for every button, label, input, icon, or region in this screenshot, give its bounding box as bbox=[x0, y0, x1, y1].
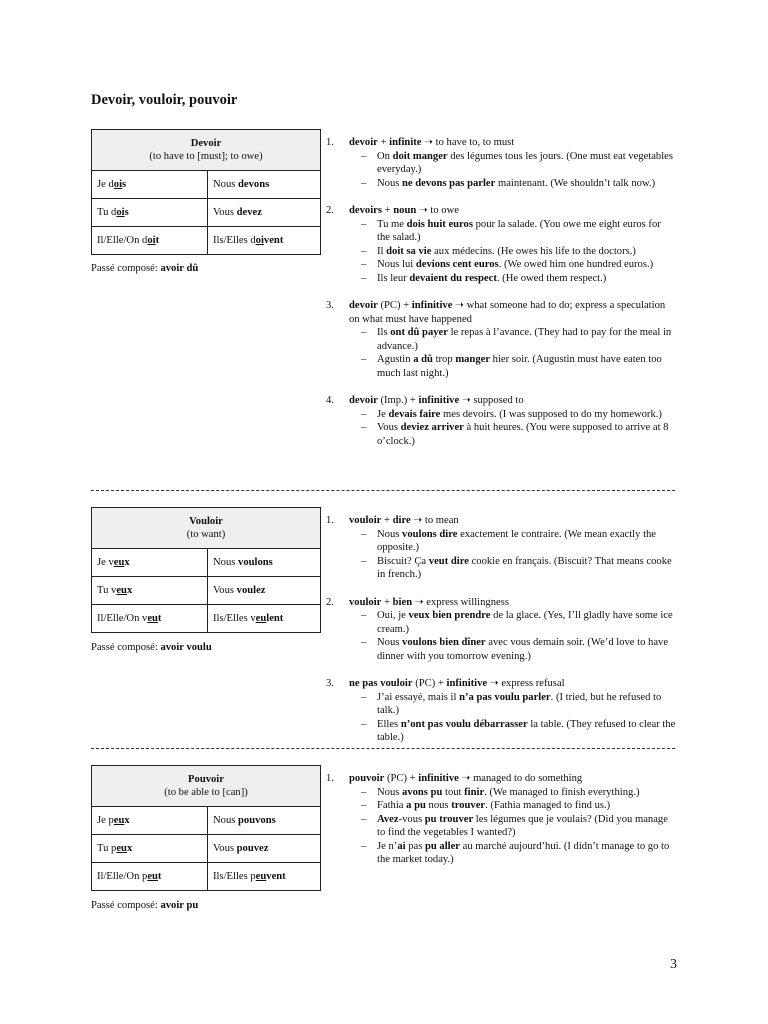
table-row bbox=[92, 605, 321, 633]
usage-notes-pouvoir bbox=[326, 772, 676, 881]
passe-compose-devoir: Passé composé: avoir dû bbox=[91, 263, 199, 274]
conj-cell: Tu peux bbox=[92, 835, 208, 863]
dash-bullet: – bbox=[361, 422, 367, 433]
example-sentence: – Biscuit? Ça veut dire cookie en français. (Biscuit? That means cooke in french.) bbox=[361, 555, 672, 580]
dash-bullet: – bbox=[361, 555, 367, 567]
dash-bullet: – bbox=[361, 786, 367, 798]
conj-cell: Vous devez bbox=[208, 199, 321, 227]
conj-cell: Il/Elle/On veut bbox=[92, 605, 208, 633]
list-item bbox=[326, 204, 676, 285]
table-row bbox=[92, 863, 321, 891]
usage-rule: pouvoir (PC) + infinitive ➝ managed to do something bbox=[349, 773, 583, 784]
conjugation-table-devoir bbox=[91, 129, 321, 255]
table-row bbox=[92, 171, 321, 199]
example-sentence: – Nous voulons bien dîner avec vous demain soir. (We’d love to have dinner with you tomorrow evening.) bbox=[361, 637, 669, 662]
conj-cell: Il/Elle/On peut bbox=[92, 863, 208, 891]
table-header bbox=[92, 130, 321, 171]
verb-name: Pouvoir bbox=[188, 774, 224, 785]
list-number: 3. bbox=[326, 678, 334, 689]
table-header bbox=[92, 766, 321, 807]
dash-bullet: – bbox=[361, 272, 367, 284]
conjugation-table-vouloir bbox=[91, 507, 321, 633]
example-sentence: – Ils leur devaient du respect. (He owed them respect.) bbox=[361, 272, 607, 284]
table-row bbox=[92, 577, 321, 605]
verb-meaning: (to have to [must]; to owe) bbox=[149, 151, 263, 162]
list-number: 3. bbox=[326, 300, 334, 311]
list-item bbox=[326, 772, 676, 867]
dash-bullet: – bbox=[361, 718, 367, 730]
table-row bbox=[92, 199, 321, 227]
dash-bullet: – bbox=[361, 259, 367, 270]
conj-cell: Je dois bbox=[92, 171, 208, 199]
usage-notes-devoir bbox=[326, 136, 676, 462]
example-sentence: – Il doit sa vie aux médecins. (He owes his life to the doctors.) bbox=[361, 245, 636, 257]
example-sentence: – Vous deviez arriver à huit heures. (You were supposed to arrive at 8 o’clock.) bbox=[361, 422, 669, 447]
example-sentence: – Elles n’ont pas voulu débarrasser la table. (They refused to clear the table.) bbox=[361, 718, 676, 743]
dash-bullet: – bbox=[361, 354, 367, 365]
usage-rule: devoir (Imp.) + infinitive ➝ supposed to bbox=[349, 395, 524, 406]
dash-bullet: – bbox=[361, 528, 367, 540]
list-number: 4. bbox=[326, 395, 334, 406]
table-row bbox=[92, 549, 321, 577]
conj-cell: Nous devons bbox=[208, 171, 321, 199]
verb-name: Devoir bbox=[190, 138, 222, 149]
example-sentence: – Nous voulons dire exactement le contraire. (We mean exactly the opposite.) bbox=[361, 528, 657, 553]
dash-bullet: – bbox=[361, 245, 367, 257]
dash-bullet: – bbox=[361, 691, 367, 703]
list-item bbox=[326, 394, 676, 448]
list-item bbox=[326, 677, 676, 745]
dash-bullet: – bbox=[361, 408, 367, 420]
example-sentence: – Je devais faire mes devoirs. (I was supposed to do my homework.) bbox=[361, 408, 662, 420]
conj-cell: Je veux bbox=[92, 549, 208, 577]
example-sentence: – Oui, je veux bien prendre de la glace. (Yes, I’ll gladly have some ice cream.) bbox=[361, 610, 673, 635]
list-item bbox=[326, 136, 676, 190]
dash-bullet: – bbox=[361, 177, 367, 189]
conj-cell: Ils/Elles doivent bbox=[208, 227, 321, 255]
usage-rule: devoir (PC) + infinitive ➝ what someone had to do; express a speculation on what must have happened bbox=[349, 300, 666, 325]
example-sentence: – J’ai essayé, mais il n’a pas voulu parler. (I tried, but he refused to talk.) bbox=[361, 691, 662, 716]
conj-cell: Je peux bbox=[92, 807, 208, 835]
example-sentence: – Ils ont dû payer le repas à l’avance. (They had to pay for the meal in advance.) bbox=[361, 327, 672, 352]
usage-rule: devoirs + noun ➝ to owe bbox=[349, 205, 459, 216]
conj-cell: Vous pouvez bbox=[208, 835, 321, 863]
usage-rule: vouloir + bien ➝ express willingness bbox=[349, 596, 509, 608]
example-sentence: – Je n’ai pas pu aller au marché aujourd’hui. (I didn’t manage to go to the market today.) bbox=[361, 840, 670, 865]
table-header bbox=[92, 508, 321, 549]
conj-cell: Tu veux bbox=[92, 577, 208, 605]
conj-cell: Ils/Elles veulent bbox=[208, 605, 321, 633]
dash-bullet: – bbox=[361, 840, 367, 852]
verb-name: Vouloir bbox=[189, 516, 223, 527]
example-sentence: – Avez-vous pu trouver les légumes que je voulais? (Did you manage to find the vegetables I wanted?) bbox=[361, 813, 668, 838]
list-number: 2. bbox=[326, 205, 334, 216]
table-row bbox=[92, 227, 321, 255]
list-item bbox=[326, 514, 676, 582]
list-number: 1. bbox=[326, 515, 334, 526]
dash-bullet: – bbox=[361, 637, 367, 648]
list-number: 1. bbox=[326, 137, 334, 148]
usage-rule: vouloir + dire ➝ to mean bbox=[349, 515, 459, 526]
dash-bullet: – bbox=[361, 150, 367, 162]
example-sentence: – Tu me dois huit euros pour la salade. (You owe me eight euros for the salad.) bbox=[361, 218, 661, 243]
page-number: 3 bbox=[670, 957, 677, 972]
conj-cell: Tu dois bbox=[92, 199, 208, 227]
list-item bbox=[326, 299, 676, 380]
dash-bullet: – bbox=[361, 610, 367, 621]
usage-rule: ne pas vouloir (PC) + infinitive ➝ express refusal bbox=[349, 678, 565, 689]
dash-bullet: – bbox=[361, 327, 367, 338]
passe-compose-vouloir: Passé composé: avoir voulu bbox=[91, 642, 212, 653]
dash-bullet: – bbox=[361, 813, 367, 825]
section-divider bbox=[91, 490, 675, 491]
conj-cell: Vous voulez bbox=[208, 577, 321, 605]
usage-rule: devoir + infinite ➝ to have to, to must bbox=[349, 137, 515, 148]
section-divider bbox=[91, 748, 675, 749]
example-sentence: – On doit manger des légumes tous les jours. (One must eat vegetables everyday.) bbox=[361, 150, 674, 175]
list-number: 2. bbox=[326, 596, 334, 608]
example-sentence: – Nous avons pu tout finir. (We managed to finish everything.) bbox=[361, 786, 640, 798]
list-number: 1. bbox=[326, 773, 334, 784]
verb-meaning: (to want) bbox=[186, 529, 226, 540]
conjugation-table-pouvoir bbox=[91, 765, 321, 891]
table-row bbox=[92, 835, 321, 863]
verb-meaning: (to be able to [can]) bbox=[164, 787, 248, 798]
passe-compose-pouvoir: Passé composé: avoir pu bbox=[91, 900, 199, 911]
conj-cell: Nous voulons bbox=[208, 549, 321, 577]
list-item bbox=[326, 596, 676, 664]
page-title: Devoir, vouloir, pouvoir bbox=[91, 92, 238, 108]
dash-bullet: – bbox=[361, 218, 367, 230]
conj-cell: Il/Elle/On doit bbox=[92, 227, 208, 255]
example-sentence: – Nous lui devions cent euros. (We owed him one hundred euros.) bbox=[361, 259, 654, 270]
conj-cell: Nous pouvons bbox=[208, 807, 321, 835]
usage-notes-vouloir bbox=[326, 514, 676, 759]
example-sentence: – Agustin a dû trop manger hier soir. (Augustin must have eaten too much last night.) bbox=[361, 354, 662, 379]
dash-bullet: – bbox=[361, 800, 367, 811]
example-sentence: – Fathia a pu nous trouver. (Fathia managed to find us.) bbox=[361, 800, 611, 811]
example-sentence: – Nous ne devons pas parler maintenant. (We shouldn’t talk now.) bbox=[361, 177, 656, 189]
table-row bbox=[92, 807, 321, 835]
conj-cell: Ils/Elles peuvent bbox=[208, 863, 321, 891]
